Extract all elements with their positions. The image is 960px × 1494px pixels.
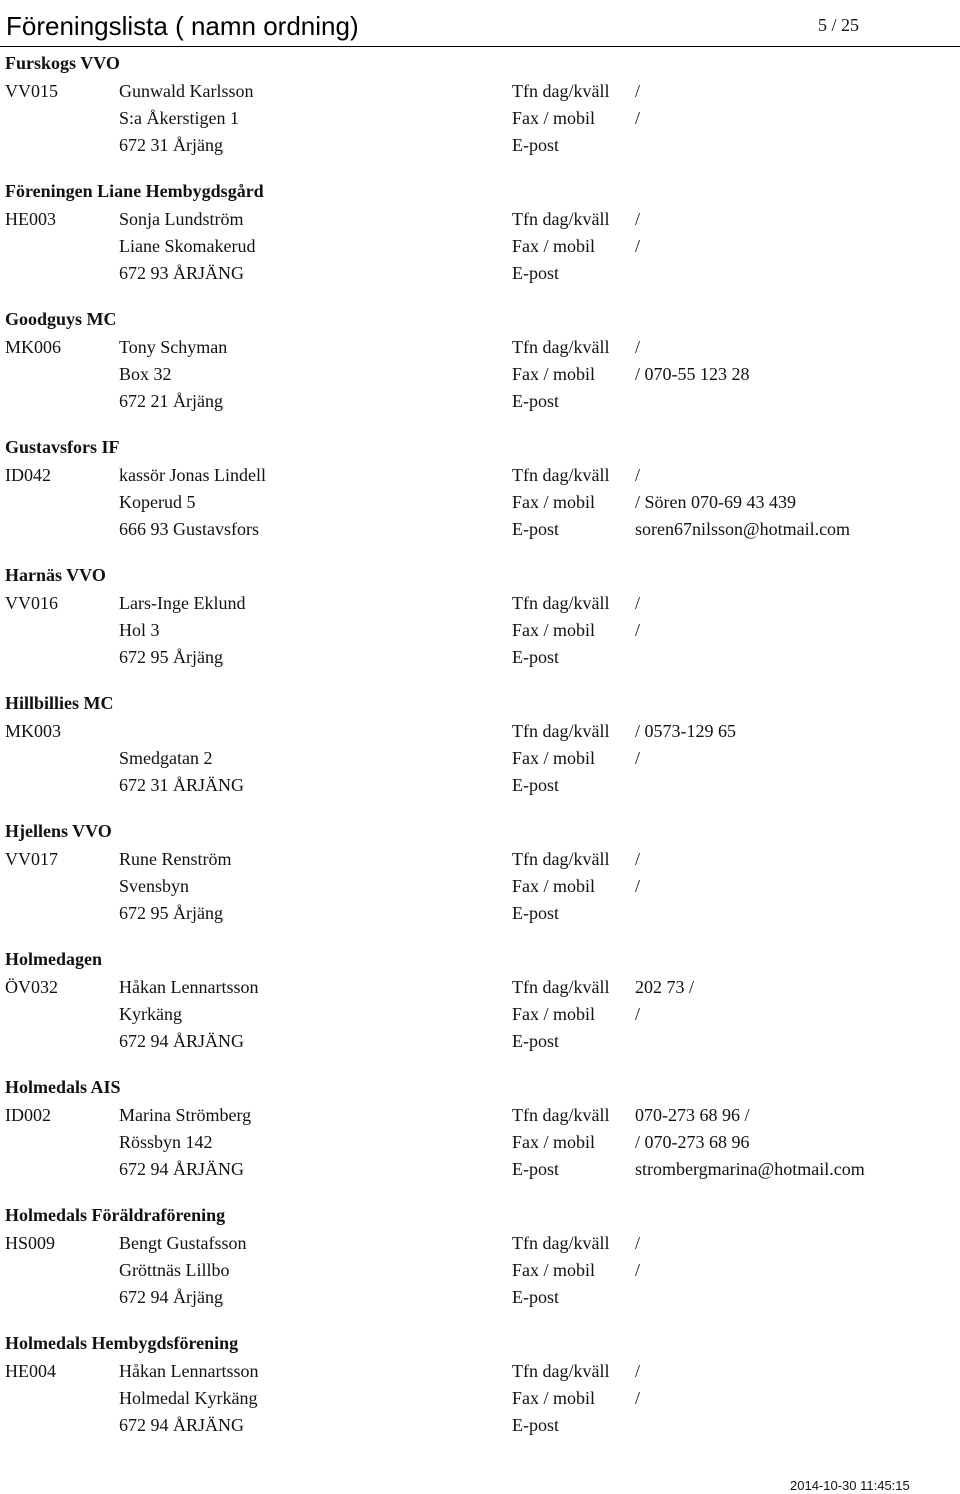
street-address: S:a Åkerstigen 1 (119, 108, 239, 128)
postal-row (0, 391, 960, 417)
association-entry (0, 1074, 960, 1202)
street-address: Box 32 (119, 364, 172, 384)
street-address: Smedgatan 2 (119, 748, 213, 768)
association-name: Holmedagen (5, 949, 102, 969)
postal-row (0, 519, 960, 545)
contact-person: Håkan Lennartsson (119, 977, 259, 997)
postal-row (0, 1031, 960, 1057)
contact-person: Lars-Inge Eklund (119, 593, 246, 613)
association-code: VV016 (5, 593, 58, 613)
association-list (0, 50, 960, 1458)
fax-label: Fax / mobil (512, 364, 596, 384)
address-row (0, 492, 960, 518)
address-row (0, 620, 960, 646)
phone-label: Tfn dag/kväll (512, 209, 610, 229)
email-label: E-post (512, 519, 559, 539)
postal-row (0, 1415, 960, 1441)
street-address: Liane Skomakerud (119, 236, 256, 256)
fax-value: / (635, 236, 641, 256)
contact-row (0, 849, 960, 875)
association-code: MK006 (5, 337, 62, 357)
fax-label: Fax / mobil (512, 1260, 596, 1280)
phone-value: / (635, 465, 641, 485)
contact-person: Marina Strömberg (119, 1105, 252, 1125)
phone-label: Tfn dag/kväll (512, 593, 610, 613)
association-entry (0, 818, 960, 946)
postal-address: 672 94 ÅRJÄNG (119, 1159, 245, 1179)
contact-row (0, 977, 960, 1003)
street-address: Svensbyn (119, 876, 190, 896)
postal-row (0, 1159, 960, 1185)
postal-address: 672 93 ÅRJÄNG (119, 263, 245, 283)
association-code: VV017 (5, 849, 58, 869)
association-code: VV015 (5, 81, 58, 101)
fax-label: Fax / mobil (512, 108, 596, 128)
street-address: Kyrkäng (119, 1004, 182, 1024)
postal-row (0, 135, 960, 161)
address-row (0, 364, 960, 390)
fax-label: Fax / mobil (512, 620, 596, 640)
street-address: Rössbyn 142 (119, 1132, 213, 1152)
association-code: MK003 (5, 721, 62, 741)
contact-row (0, 593, 960, 619)
association-name: Holmedals Hembygdsförening (5, 1333, 239, 1353)
fax-value: / 070-55 123 28 (635, 364, 750, 384)
phone-label: Tfn dag/kväll (512, 977, 610, 997)
phone-label: Tfn dag/kväll (512, 1233, 610, 1253)
fax-value: / (635, 1004, 641, 1024)
fax-value: / (635, 1260, 641, 1280)
street-address: Holmedal Kyrkäng (119, 1388, 258, 1408)
fax-value: / (635, 1388, 641, 1408)
contact-row (0, 465, 960, 491)
email-label: E-post (512, 1031, 559, 1051)
association-entry (0, 306, 960, 434)
association-name: Gustavsfors IF (5, 437, 120, 457)
association-code: ID042 (5, 465, 51, 485)
phone-label: Tfn dag/kväll (512, 337, 610, 357)
fax-value: / (635, 748, 641, 768)
fax-value: / (635, 108, 641, 128)
contact-person: Rune Renström (119, 849, 232, 869)
association-name: Hjellens VVO (5, 821, 112, 841)
fax-label: Fax / mobil (512, 1388, 596, 1408)
email-label: E-post (512, 135, 559, 155)
phone-label: Tfn dag/kväll (512, 465, 610, 485)
email-label: E-post (512, 391, 559, 411)
association-entry (0, 434, 960, 562)
phone-label: Tfn dag/kväll (512, 721, 610, 741)
contact-row (0, 81, 960, 107)
phone-value: 202 73 / (635, 977, 695, 997)
address-row (0, 748, 960, 774)
header-divider (0, 46, 960, 47)
email-label: E-post (512, 1159, 559, 1179)
email-label: E-post (512, 647, 559, 667)
phone-value: / (635, 1361, 641, 1381)
association-code: ID002 (5, 1105, 51, 1125)
postal-address: 672 95 Årjäng (119, 903, 223, 923)
contact-person: Tony Schyman (119, 337, 228, 357)
postal-row (0, 263, 960, 289)
postal-row (0, 775, 960, 801)
contact-person: Håkan Lennartsson (119, 1361, 259, 1381)
association-name: Föreningen Liane Hembygdsgård (5, 181, 264, 201)
contact-row (0, 721, 960, 747)
phone-label: Tfn dag/kväll (512, 81, 610, 101)
email-label: E-post (512, 775, 559, 795)
association-entry (0, 562, 960, 690)
contact-person: kassör Jonas Lindell (119, 465, 266, 485)
association-entry (0, 690, 960, 818)
association-code: HE004 (5, 1361, 56, 1381)
address-row (0, 1260, 960, 1286)
print-timestamp: 2014-10-30 11:45:15 (790, 1478, 910, 1493)
phone-value: / (635, 1233, 641, 1253)
postal-address: 666 93 Gustavsfors (119, 519, 259, 539)
address-row (0, 876, 960, 902)
email-value: soren67nilsson@hotmail.com (635, 519, 851, 539)
phone-label: Tfn dag/kväll (512, 849, 610, 869)
contact-row (0, 1105, 960, 1131)
contact-row (0, 1233, 960, 1259)
association-code: HS009 (5, 1233, 56, 1253)
contact-person: Sonja Lundström (119, 209, 244, 229)
postal-row (0, 903, 960, 929)
phone-value: / 0573-129 65 (635, 721, 736, 741)
fax-label: Fax / mobil (512, 236, 596, 256)
fax-label: Fax / mobil (512, 1004, 596, 1024)
association-name: Harnäs VVO (5, 565, 106, 585)
phone-label: Tfn dag/kväll (512, 1361, 610, 1381)
postal-address: 672 94 ÅRJÄNG (119, 1415, 245, 1435)
postal-address: 672 94 ÅRJÄNG (119, 1031, 245, 1051)
postal-address: 672 21 Årjäng (119, 391, 223, 411)
fax-label: Fax / mobil (512, 876, 596, 896)
address-row (0, 108, 960, 134)
contact-row (0, 209, 960, 235)
email-label: E-post (512, 1415, 559, 1435)
email-label: E-post (512, 263, 559, 283)
association-entry (0, 946, 960, 1074)
association-name: Furskogs VVO (5, 53, 120, 73)
address-row (0, 236, 960, 262)
postal-row (0, 1287, 960, 1313)
association-entry (0, 50, 960, 178)
street-address: Hol 3 (119, 620, 160, 640)
fax-label: Fax / mobil (512, 492, 596, 512)
contact-person: Bengt Gustafsson (119, 1233, 247, 1253)
phone-value: / (635, 81, 641, 101)
phone-value: 070-273 68 96 / (635, 1105, 750, 1125)
postal-row (0, 647, 960, 673)
association-name: Holmedals AIS (5, 1077, 121, 1097)
address-row (0, 1004, 960, 1030)
email-label: E-post (512, 903, 559, 923)
association-entry (0, 1202, 960, 1330)
association-code: ÖV032 (5, 977, 58, 997)
association-name: Goodguys MC (5, 309, 117, 329)
address-row (0, 1388, 960, 1414)
association-entry (0, 1330, 960, 1458)
association-entry (0, 178, 960, 306)
fax-value: / (635, 876, 641, 896)
postal-address: 672 95 Årjäng (119, 647, 223, 667)
phone-value: / (635, 593, 641, 613)
fax-value: / Sören 070-69 43 439 (635, 492, 796, 512)
fax-value: / 070-273 68 96 (635, 1132, 750, 1152)
phone-value: / (635, 209, 641, 229)
email-value: strombergmarina@hotmail.com (635, 1159, 865, 1179)
phone-label: Tfn dag/kväll (512, 1105, 610, 1125)
address-row (0, 1132, 960, 1158)
street-address: Koperud 5 (119, 492, 196, 512)
contact-person: Gunwald Karlsson (119, 81, 254, 101)
street-address: Gröttnäs Lillbo (119, 1260, 230, 1280)
page-header (0, 0, 960, 48)
phone-value: / (635, 849, 641, 869)
phone-value: / (635, 337, 641, 357)
association-name: Holmedals Föräldraförening (5, 1205, 226, 1225)
fax-label: Fax / mobil (512, 748, 596, 768)
postal-address: 672 31 ÅRJÄNG (119, 775, 245, 795)
email-label: E-post (512, 1287, 559, 1307)
postal-address: 672 31 Årjäng (119, 135, 223, 155)
association-code: HE003 (5, 209, 56, 229)
association-name: Hillbillies MC (5, 693, 114, 713)
contact-row (0, 1361, 960, 1387)
page-number: 5 / 25 (818, 15, 860, 35)
fax-label: Fax / mobil (512, 1132, 596, 1152)
fax-value: / (635, 620, 641, 640)
postal-address: 672 94 Årjäng (119, 1287, 223, 1307)
page-title: Föreningslista ( namn ordning) (6, 11, 359, 41)
contact-row (0, 337, 960, 363)
